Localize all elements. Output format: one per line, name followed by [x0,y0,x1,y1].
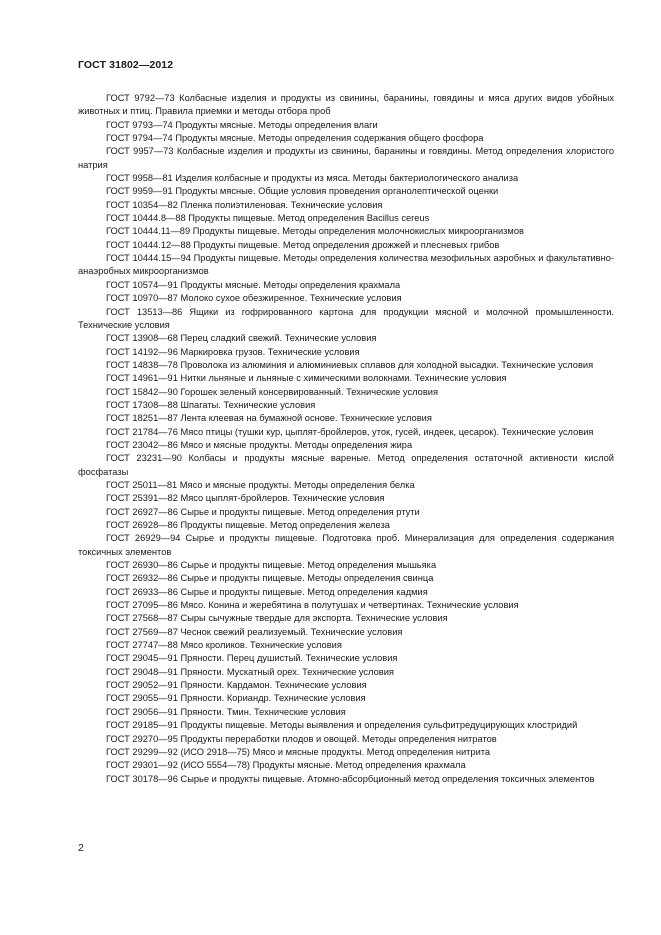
reference-item: ГОСТ 25391—82 Мясо цыплят-бройлеров. Технические условия [106,493,385,504]
reference-item: ГОСТ 29052—91 Пряности. Кардамон. Технические условия [106,680,367,691]
reference-item: ГОСТ 10574—91 Продукты мясные. Методы определения крахмала [106,279,401,290]
reference-item: ГОСТ 29299—92 (ИСО 2918—75) Мясо и мясные продукты. Метод определения нитрита [106,746,491,757]
reference-item: ГОСТ 9794—74 Продукты мясные. Методы определения содержания общего фосфора [106,133,484,144]
reference-item: ГОСТ 10444.12—88 Продукты пищевые. Метод определения дрожжей и плесневых грибов [106,239,500,250]
reference-item: ГОСТ 26927—86 Сырье и продукты пищевые. Метод определения ртути [106,506,420,517]
reference-item: ГОСТ 10354—82 Пленка полиэтиленовая. Технические условия [106,199,383,210]
reference-item: ГОСТ 29301—92 (ИСО 5554—78) Продукты мясные. Метод определения крахмала [106,760,466,771]
reference-item: ГОСТ 10444.8—88 Продукты пищевые. Метод определения Bacillus cereus [106,213,430,224]
reference-item: ГОСТ 13908—68 Перец сладкий свежий. Технические условия [106,333,377,344]
reference-item: ГОСТ 9793—74 Продукты мясные. Методы определения влаги [106,119,378,130]
reference-item: ГОСТ 29056—91 Пряности. Тмин. Технические условия [106,706,346,717]
reference-item: ГОСТ 10444.15—94 Продукты пищевые. Методы определения количества мезофильных аэробных и факультативно-анаэробных микроорганизмов [78,253,614,277]
page-number: 2 [78,842,84,854]
reference-item: ГОСТ 23231—90 Колбасы и продукты мясные вареные. Метод определения остаточной активности кислой фосфатазы [78,453,614,477]
reference-item: ГОСТ 10444.11—89 Продукты пищевые. Методы определения молочнокислых микроорганизмов [106,226,524,237]
reference-item: ГОСТ 26933—86 Сырье и продукты пищевые. Метод определения кадмия [106,586,428,597]
reference-item: ГОСТ 26929—94 Сырье и продукты пищевые. Подготовка проб. Минерализация для определения содержания токсичных элементов [78,533,614,557]
reference-item: ГОСТ 29045—91 Пряности. Перец душистый. Технические условия [106,653,398,664]
reference-item: ГОСТ 29055—91 Пряности. Кориандр. Технические условия [106,693,366,704]
reference-item: ГОСТ 13513—86 Ящики из гофрированного картона для продукции мясной и молочной промышленности. Технические условия [78,306,614,330]
reference-item: ГОСТ 9792—73 Колбасные изделия и продукты из свинины, баранины, говядины и мяса других видов убойных животных и птиц. Правила приемки и методы отбора проб [78,93,614,117]
reference-item: ГОСТ 27747—88 Мясо кроликов. Технические условия [106,640,342,651]
reference-item: ГОСТ 25011—81 Мясо и мясные продукты. Методы определения белка [106,479,415,490]
reference-item: ГОСТ 30178—96 Сырье и продукты пищевые. Атомно-абсорбционный метод определения токсичных элементов [106,773,595,784]
reference-item: ГОСТ 9957—73 Колбасные изделия и продукты из свинины, баранины и говядины. Метод определения хлористого натрия [78,146,614,170]
reference-item: ГОСТ 14961—91 Нитки льняные и льняные с химическими волокнами. Технические условия [106,373,507,384]
page-header: ГОСТ 31802—2012 [78,59,174,71]
reference-item: ГОСТ 9959—91 Продукты мясные. Общие условия проведения органолептической оценки [106,186,499,197]
reference-item: ГОСТ 23042—86 Мясо и мясные продукты. Методы определения жира [106,439,413,450]
reference-item: ГОСТ 27568—87 Сыры сычужные твердые для экспорта. Технические условия [106,613,448,624]
reference-item: ГОСТ 29185—91 Продукты пищевые. Методы выявления и определения сульфитредуцирующих клостридий [106,720,578,731]
reference-item: ГОСТ 26928—86 Продукты пищевые. Метод определения железа [106,520,390,530]
reference-item: ГОСТ 26930—86 Сырье и продукты пищевые. Метод определения мышьяка [106,560,437,571]
reference-item: ГОСТ 9958—81 Изделия колбасные и продукты из мяса. Методы бактериологического анализа [106,173,519,184]
reference-item: ГОСТ 21784—76 Мясо птицы (тушки кур, цыплят-бройлеров, уток, гусей, индеек, цесарок). Технические условия [106,426,594,437]
reference-item: ГОСТ 15842—90 Горошек зеленый консервированный. Технические условия [106,386,438,397]
reference-item: ГОСТ 29270—95 Продукты переработки плодов и овощей. Методы определения нитратов [106,733,497,744]
reference-item: ГОСТ 26932—86 Сырье и продукты пищевые. Методы определения свинца [106,573,434,584]
reference-item: ГОСТ 29048—91 Пряности. Мускатный орех. Технические условия [106,666,394,677]
reference-item: ГОСТ 27569—87 Чеснок свежий реализуемый. Технические условия [106,626,403,637]
reference-item: ГОСТ 17308—88 Шпагаты. Технические условия [106,399,316,410]
reference-item: ГОСТ 14192—96 Маркировка грузов. Технические условия [106,346,360,357]
reference-item: ГОСТ 14838—78 Проволока из алюминия и алюминиевых сплавов для холодной высадки. Технические условия [106,359,594,370]
reference-item: ГОСТ 18251—87 Лента клеевая на бумажной основе. Технические условия [106,413,432,424]
reference-item: ГОСТ 27095—86 Мясо. Конина и жеребятина в полутушах и четвертинах. Технические условия [106,600,519,611]
normative-references-list [78,92,614,786]
reference-item: ГОСТ 10970—87 Молоко сухое обезжиренное. Технические условия [106,293,402,304]
